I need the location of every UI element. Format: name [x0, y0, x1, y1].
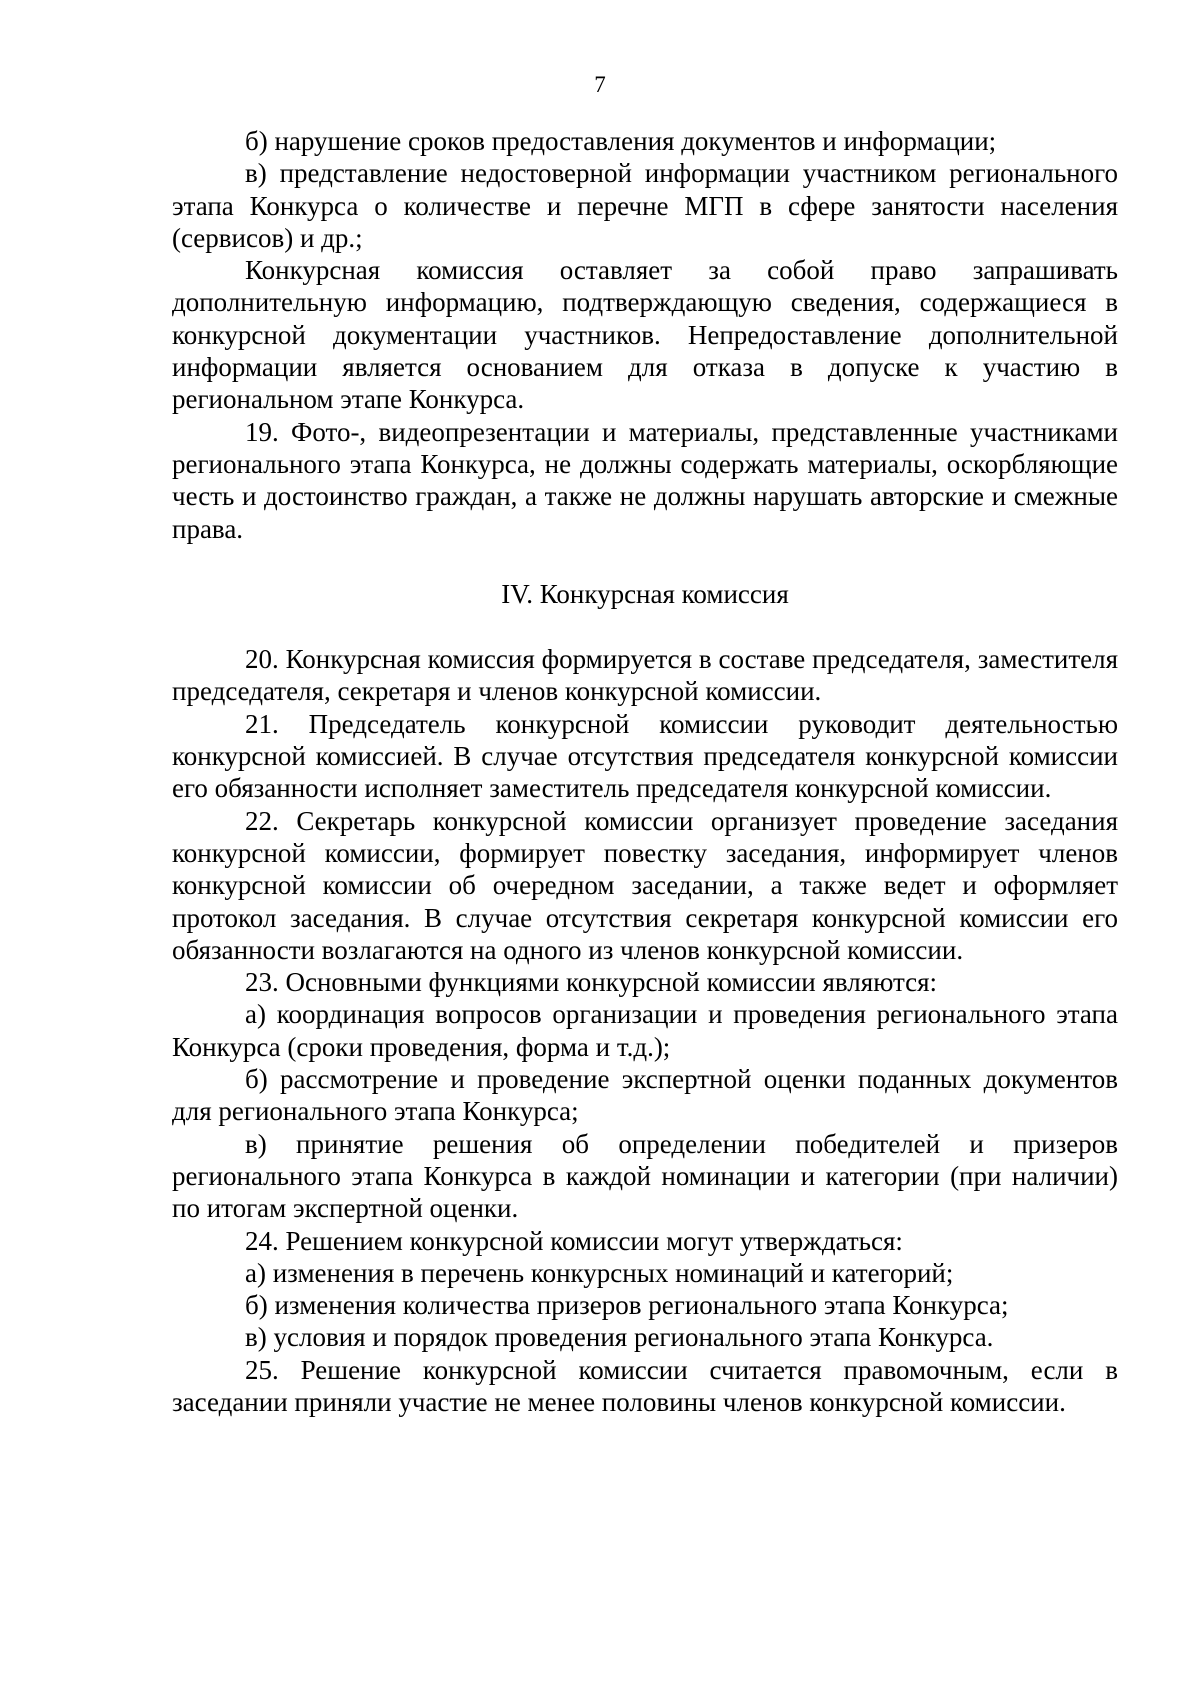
paragraph: а) изменения в перечень конкурсных номинаций и категорий; [245, 1257, 954, 1288]
paragraph: в) представление недостоверной информации участником регионального этапа Конкурса о количестве и перечне МГП в сфере занятости населения (сервисов) и др.; [172, 158, 1118, 253]
section-heading: IV. Конкурсная комиссия [501, 578, 789, 609]
page-number: 7 [594, 72, 606, 97]
paragraph: б) нарушение сроков предоставления документов и информации; [245, 126, 997, 156]
paragraph: 24. Решением конкурсной комиссии могут утверждаться: [245, 1225, 903, 1256]
document-body [172, 125, 1118, 1418]
paragraph: а) координация вопросов организации и проведения регионального этапа Конкурса (сроки проведения, форма и т.д.); [172, 999, 1118, 1062]
paragraph: 22. Секретарь конкурсной комиссии организует проведение заседания конкурсной комиссии, формирует повестку заседания, информирует членов конкурсной комиссии об очередном заседании, а также ведет и оформляет протокол заседания. В случае отсутствия секретаря конкурсной комиссии его обязанности возлагаются на одного из членов конкурсной комиссии. [172, 805, 1118, 965]
paragraph: 20. Конкурсная комиссия формируется в составе председателя, заместителя председателя, секретаря и членов конкурсной комиссии. [172, 644, 1118, 707]
paragraph: 19. Фото-, видеопрезентации и материалы, представленные участниками регионального этапа Конкурса, не должны содержать материалы, оскорбляющие честь и достоинство граждан, а также не должны нарушать авторские и смежные права. [172, 416, 1118, 544]
paragraph: б) рассмотрение и проведение экспертной оценки поданных документов для регионального этапа Конкурса; [172, 1064, 1118, 1127]
paragraph: в) принятие решения об определении победителей и призеров регионального этапа Конкурса в каждой номинации и категории (при наличии) по итогам экспертной оценки. [172, 1128, 1118, 1224]
paragraph: 21. Председатель конкурсной комиссии руководит деятельностью конкурсной комиссией. В случае отсутствия председателя конкурсной комиссии его обязанности исполняет заместитель председателя конкурсной комиссии. [172, 708, 1118, 804]
paragraph: 23. Основными функциями конкурсной комиссии являются: [245, 967, 938, 998]
paragraph: б) изменения количества призеров регионального этапа Конкурса; [245, 1290, 1009, 1321]
paragraph: в) условия и порядок проведения регионального этапа Конкурса. [245, 1322, 994, 1353]
paragraph: Конкурсная комиссия оставляет за собой право запрашивать дополнительную информацию, подтверждающую сведения, содержащиеся в конкурсной документации участников. Непредоставление дополнительной информации является основанием для отказа в допуске к участию в региональном этапе Конкурса. [172, 255, 1118, 415]
paragraph: 25. Решение конкурсной комиссии считается правомочным, если в заседании приняли участие не менее половины членов конкурсной комиссии. [172, 1354, 1118, 1417]
